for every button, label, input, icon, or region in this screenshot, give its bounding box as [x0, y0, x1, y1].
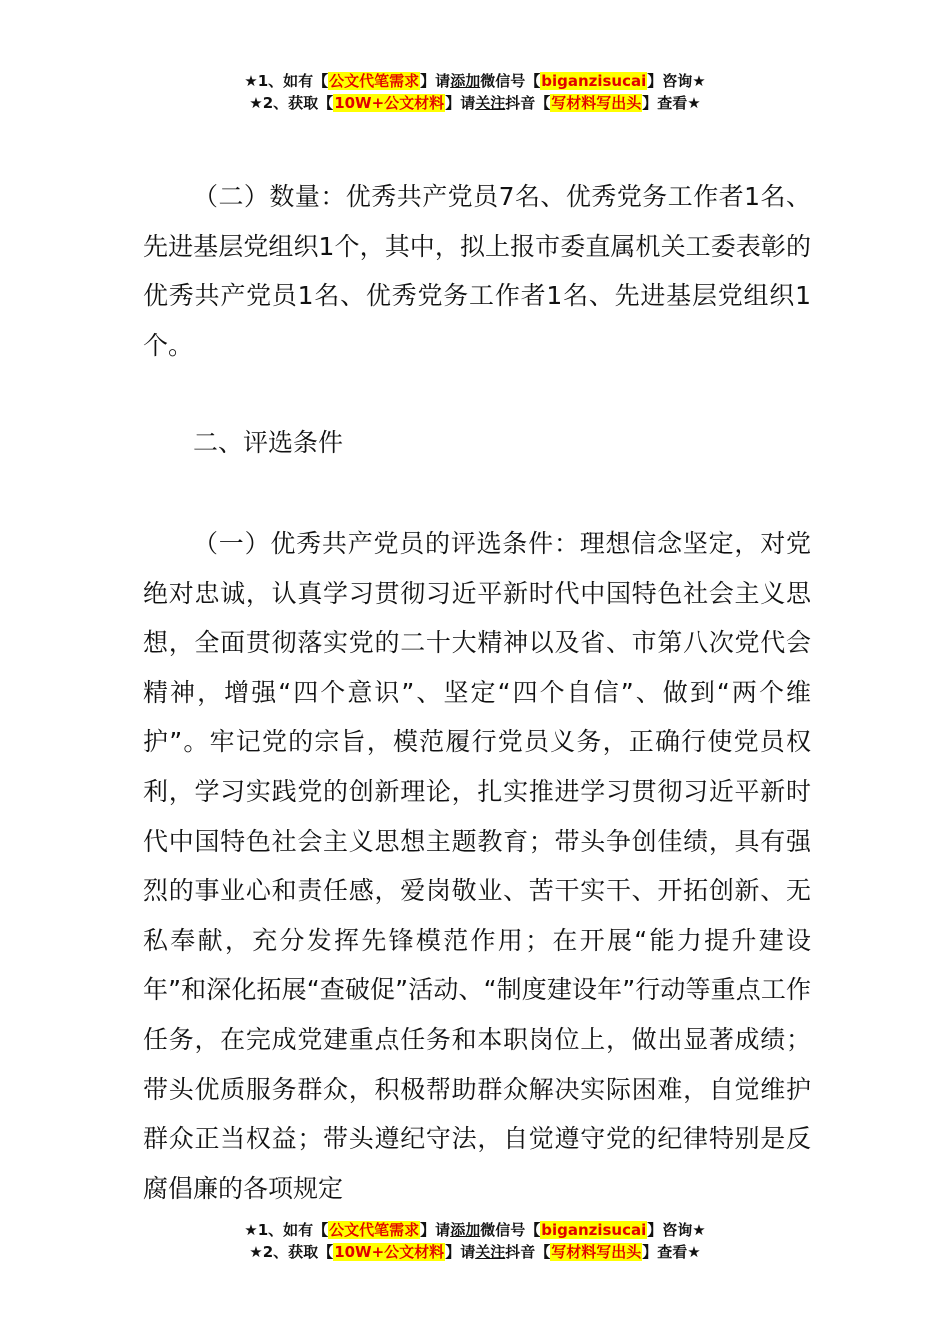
banner-line-2: ★2、获取【10W+公文材料】请关注抖音【写材料写出头】查看★ — [249, 1243, 701, 1261]
banner-highlight: 公文代笔需求 — [329, 1221, 420, 1239]
section-heading-block — [143, 418, 811, 468]
banner-wechat-id: biganzisucai — [541, 72, 647, 90]
quantity-paragraph-block — [143, 172, 811, 370]
banner-line-1: ★1、如有【公文代笔需求】请添加微信号【biganzisucai】咨询★ — [244, 1221, 706, 1239]
banner-line-2: ★2、获取【10W+公文材料】请关注抖音【写材料写出头】查看★ — [249, 94, 701, 112]
banner-highlight: 10W+公文材料 — [334, 94, 445, 112]
banner-line-1: ★1、如有【公文代笔需求】请添加微信号【biganzisucai】咨询★ — [244, 72, 706, 90]
section-heading: 二、评选条件 — [193, 428, 344, 457]
banner-highlight: 公文代笔需求 — [329, 72, 420, 90]
banner-highlight: 10W+公文材料 — [334, 1243, 445, 1261]
banner-douyin-id: 写材料写出头 — [551, 94, 642, 112]
conditions-paragraph-block — [143, 519, 811, 1213]
header-banner — [0, 70, 950, 114]
footer-banner — [0, 1219, 950, 1263]
conditions-paragraph: （一）优秀共产党员的评选条件：理想信念坚定，对党绝对忠诚，认真学习贯彻习近平新时代中国特色社会主义思想，全面贯彻落实党的二十大精神以及省、市第八次党代会精神，增强“四个意识”、坚定“四个自信”、做到“两个维护”。牢记党的宗旨，模范履行党员义务，正确行使党员权利，学习实践党的创新理论，扎实推进学习贯彻习近平新时代中国特色社会主义思想主题教育；带头争创佳绩，具有强烈的事业心和责任感，爱岗敬业、苦干实干、开拓创新、无私奉献，充分发挥先锋模范作用；在开展“能力提升建设年”和深化拓展“查破促”活动、“制度建设年”行动等重点工作任务，在完成党建重点任务和本职岗位上，做出显著成绩；带头优质服务群众，积极帮助群众解决实际困难，自觉维护群众正当权益；带头遵纪守法，自觉遵守党的纪律特别是反腐倡廉的各项规定 — [143, 529, 811, 1203]
banner-douyin-id: 写材料写出头 — [551, 1243, 642, 1261]
banner-wechat-id: biganzisucai — [541, 1221, 647, 1239]
quantity-paragraph: （二）数量：优秀共产党员7名、优秀党务工作者1名、先进基层党组织1个，其中，拟上报市委直属机关工委表彰的优秀共产党员1名、优秀党务工作者1名、先进基层党组织1个。 — [143, 182, 811, 360]
